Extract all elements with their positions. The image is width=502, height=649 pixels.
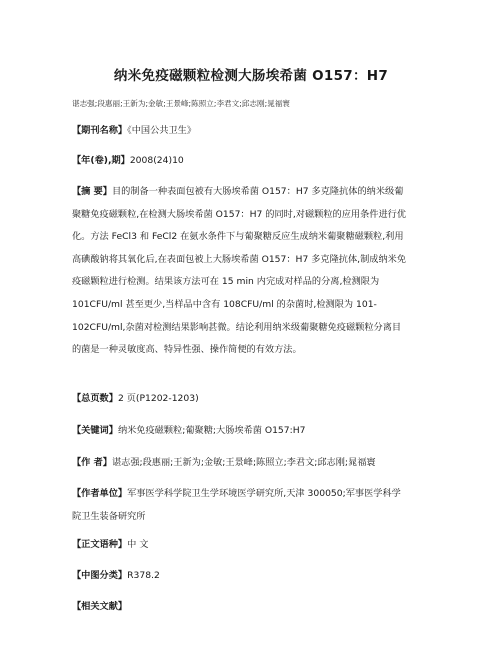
author-list: 谌志强;段惠丽;王新为;金敏;王景峰;陈照立;李君文;邱志刚;晁福寰 xyxy=(72,99,290,108)
keywords-field xyxy=(72,420,434,443)
pages-field xyxy=(72,388,434,411)
volume-field xyxy=(72,150,434,173)
keywords-label: 【关键词】 xyxy=(72,425,118,436)
language-label: 【正文语种】 xyxy=(72,539,128,550)
keywords-value: 纳米免疫磁颗粒;葡聚糖;大肠埃希菌 O157:H7 xyxy=(117,425,306,436)
abstract-line: 101CFU/ml 甚至更少,当样品中含有 108CFU/ml 的杂菌时,检测限为 101- xyxy=(72,298,377,310)
author-field xyxy=(72,452,434,475)
volume-value: 2008(24)10 xyxy=(129,155,184,166)
language-value: 中 文 xyxy=(127,539,149,550)
pages-label: 【总页数】 xyxy=(72,393,118,404)
journal-value: 《中国公共卫生》 xyxy=(127,125,197,136)
classification-label: 【中图分类】 xyxy=(72,570,128,581)
abstract-line: 高碘酸钠将其氧化后,在表面包被上大肠埃希菌 O157：H7 多克隆抗体,制成纳米免 xyxy=(72,253,407,265)
abstract-line: 【摘 要】目的制备一种表面包被有大肠埃希菌 O157：H7 多克隆抗体的纳米级葡 xyxy=(72,186,404,197)
related-field xyxy=(72,596,434,619)
journal-field xyxy=(72,120,434,143)
affiliation-field xyxy=(72,483,434,528)
volume-label: 【年(卷),期】 xyxy=(72,155,130,166)
author-label: 【作 者】 xyxy=(72,457,112,468)
abstract-line: 化。方法 FeCl3 和 FeCl2 在氨水条件下与葡聚糖反应生成纳米葡聚糖磁颗粒,利用 xyxy=(72,231,404,243)
abstract-line: 聚糖免疫磁颗粒,在检测大肠埃希菌 O157：H7 的同时,对磁颗粒的应用条件进行优 xyxy=(72,208,407,220)
affiliation-label: 【作者单位】 xyxy=(72,488,128,499)
language-field xyxy=(72,534,434,557)
related-label: 【相关文献】 xyxy=(72,601,128,612)
author-value: 谌志强;段惠丽;王新为;金敏;王景峰;陈照立;李君文;邱志刚;晁福寰 xyxy=(111,457,376,468)
journal-label: 【期刊名称】 xyxy=(72,125,128,136)
classification-field xyxy=(72,565,434,588)
affiliation-value-line2: 院卫生装备研究所 xyxy=(72,510,146,522)
abstract-line: 102CFU/ml,杂菌对检测结果影响甚微。结论利用纳米级葡聚糖免疫磁颗粒分离目 xyxy=(72,321,402,333)
abstract-line: 的菌是一种灵敏度高、特异性强、操作简便的有效方法。 xyxy=(72,344,302,356)
abstract-line: 疫磁颗粒进行检测。结果该方法可在 15 min 内完成对样品的分离,检测限为 xyxy=(72,276,380,288)
classification-value: R378.2 xyxy=(127,570,160,581)
page-title: 纳米免疫磁颗粒检测大肠埃希菌 O157：H7 xyxy=(113,68,389,84)
abstract-field xyxy=(72,181,434,362)
pages-value: 2 页(P1202-1203) xyxy=(117,393,199,404)
abstract-label: 【摘 要】 xyxy=(72,186,112,197)
affiliation-value-line1: 军事医学科学院卫生学环境医学研究所,天津 300050;军事医学科学 xyxy=(127,488,401,499)
